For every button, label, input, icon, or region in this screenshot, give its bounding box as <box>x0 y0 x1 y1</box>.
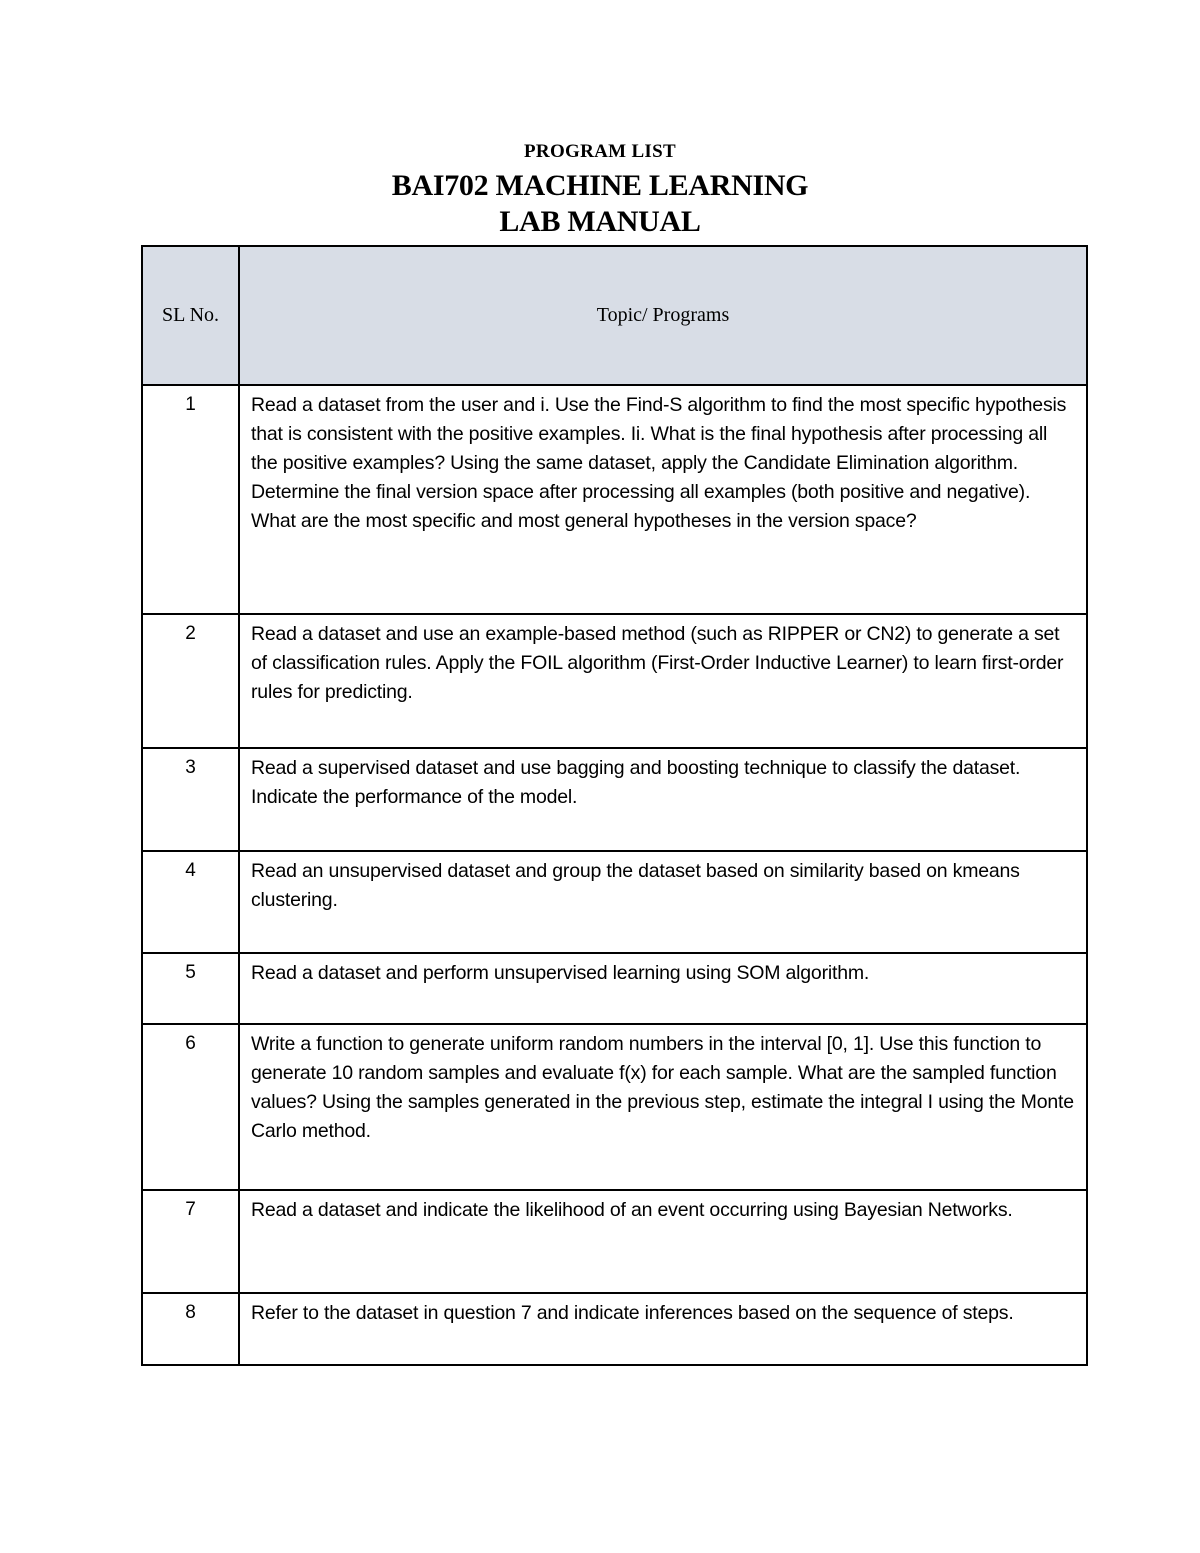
table-row <box>142 1190 1087 1293</box>
table-row <box>142 614 1087 748</box>
row-topic: Read a supervised dataset and use bagging and boosting technique to classify the dataset. Indicate the performance of the model. <box>239 748 1087 851</box>
row-sl-number: 3 <box>142 748 239 851</box>
row-topic: Read a dataset and perform unsupervised learning using SOM algorithm. <box>239 953 1087 1024</box>
table-row <box>142 1024 1087 1190</box>
row-topic: Refer to the dataset in question 7 and indicate inferences based on the sequence of steps. <box>239 1293 1087 1365</box>
program-table <box>141 245 1088 1366</box>
row-sl-number: 4 <box>142 851 239 953</box>
row-sl-number: 6 <box>142 1024 239 1190</box>
row-topic: Read a dataset and indicate the likelihood of an event occurring using Bayesian Networks. <box>239 1190 1087 1293</box>
row-sl-number: 1 <box>142 385 239 614</box>
row-sl-number: 5 <box>142 953 239 1024</box>
row-topic: Read an unsupervised dataset and group the dataset based on similarity based on kmeans clustering. <box>239 851 1087 953</box>
row-topic: Read a dataset and use an example-based method (such as RIPPER or CN2) to generate a set of classification rules. Apply the FOIL algorithm (First-Order Inductive Learner) to learn first-order rules for predicting. <box>239 614 1087 748</box>
document-title-line2: LAB MANUAL <box>499 205 701 238</box>
table-row <box>142 851 1087 953</box>
table-row <box>142 385 1087 614</box>
table-row <box>142 1293 1087 1365</box>
document-title-line1: BAI702 MACHINE LEARNING <box>391 169 809 202</box>
table-row <box>142 748 1087 851</box>
row-topic: Read a dataset from the user and i. Use the Find-S algorithm to find the most specific hypothesis that is consistent with the positive examples. Ii. What is the final hypothesis after processing all the positive examples? Using the same dataset, apply the Candidate Elimination algorithm. Determine the final version space after processing all examples (both positive and negative). What are the most specific and most general hypotheses in the version space? <box>239 385 1087 614</box>
row-sl-number: 2 <box>142 614 239 748</box>
row-sl-number: 7 <box>142 1190 239 1293</box>
column-header-sl-no: SL No. <box>142 246 239 385</box>
document-subtitle: PROGRAM LIST <box>524 141 676 162</box>
row-topic: Write a function to generate uniform random numbers in the interval [0, 1]. Use this function to generate 10 random samples and evaluate f(x) for each sample. What are the sampled function values? Using the samples generated in the previous step, estimate the integral I using the Monte Carlo method. <box>239 1024 1087 1190</box>
table-row <box>142 953 1087 1024</box>
table-header-row <box>142 246 1087 385</box>
row-sl-number: 8 <box>142 1293 239 1365</box>
column-header-topic: Topic/ Programs <box>239 246 1087 385</box>
